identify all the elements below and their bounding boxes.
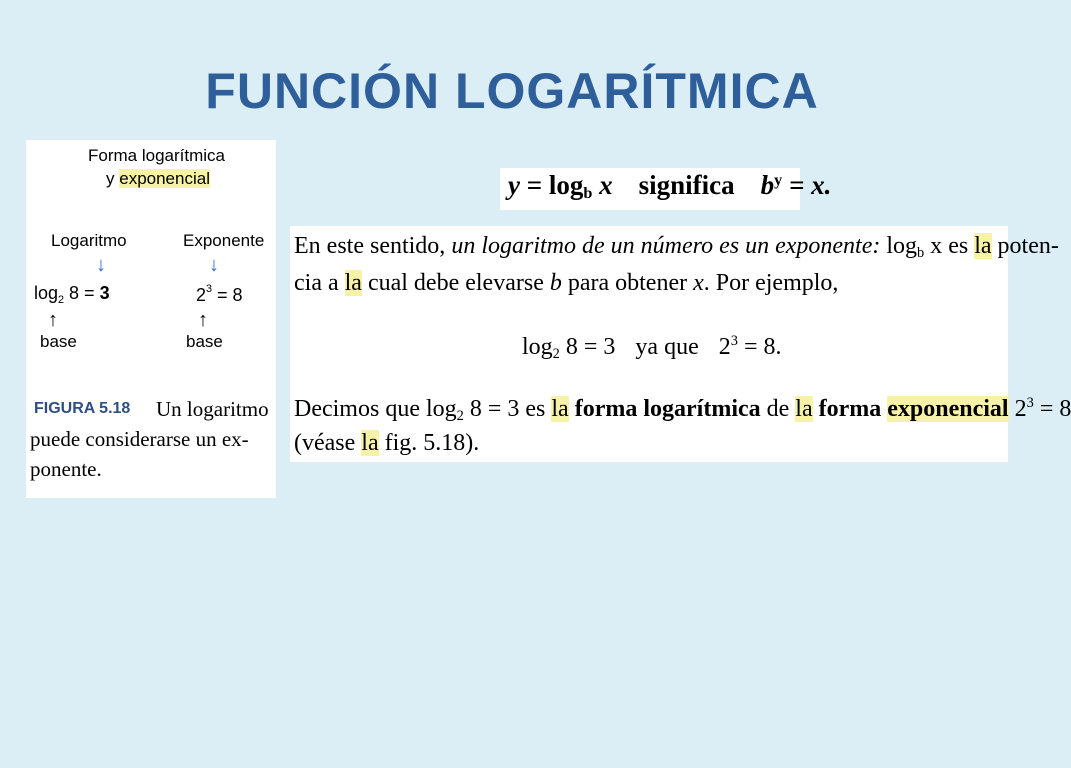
figure-panel <box>26 140 276 498</box>
figure-caption-line3: ponente. <box>30 457 102 481</box>
arrow-up-icon: ↑ <box>198 309 208 331</box>
base-label: base <box>40 332 77 351</box>
conclusion-line2: (véase la fig. 5.18). <box>294 430 480 456</box>
label-logaritmo: Logaritmo <box>51 231 127 250</box>
example-formula: $\log_2 8 = 3$ ya que $2^3 = 8$. <box>522 333 782 362</box>
arrow-down-icon: ↓ <box>96 254 106 276</box>
arrow-down-icon: ↓ <box>209 254 219 276</box>
log-expression: $\log_2 8 = 3$ <box>34 283 110 306</box>
exp-expression: $2^3 = 8$ <box>196 283 243 305</box>
figure-caption-line2: puede considerarse un ex- <box>30 427 249 451</box>
definition-formula: $y = \log_b x$ significa $b^y = x$. <box>508 170 832 202</box>
page-title: FUNCIÓN LOGARÍTMICA <box>205 63 819 119</box>
paragraph-line2: cia a la cual debe elevarse b para obtener x. Por ejemplo, <box>294 270 839 296</box>
label-exponente: Exponente <box>183 231 265 250</box>
paragraph-line1: En este sentido, un logaritmo de un número es un exponente: $\log_b x$ es la poten- <box>294 233 1059 261</box>
figure-label: FIGURA 5.18 <box>34 400 131 417</box>
figure-heading-line1: Forma logarítmica <box>88 146 225 165</box>
arrow-up-icon: ↑ <box>48 309 58 331</box>
base-label: base <box>186 332 223 351</box>
figure-caption-line1: Un logaritmo <box>156 397 269 421</box>
figure-heading-line2: y exponencial <box>106 169 210 188</box>
conclusion-line1: Decimos que $\log_2 8 = 3$ es la forma logarítmica de la forma exponencial $2^3 = 8$ <box>294 395 1071 424</box>
